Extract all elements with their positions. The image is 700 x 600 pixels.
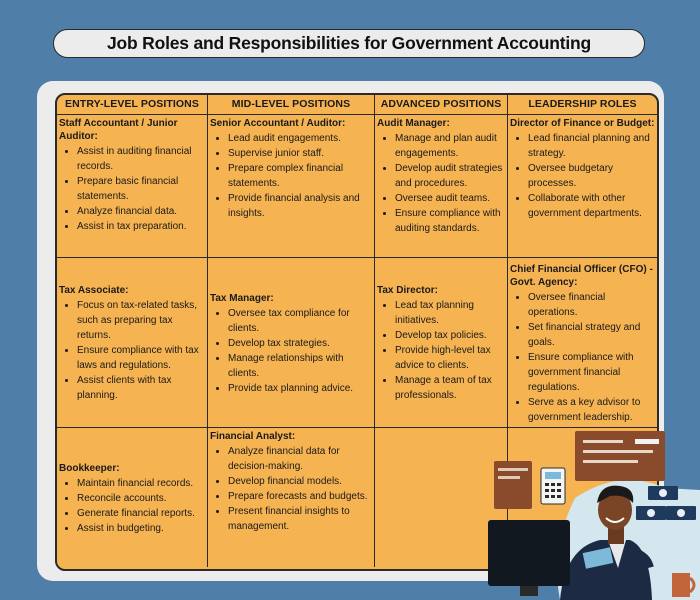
responsibility-item: • Reconcile accounts. <box>77 491 205 506</box>
responsibility-list <box>59 144 205 234</box>
header-entry-level: ENTRY-LEVEL POSITIONS <box>57 95 208 115</box>
responsibility-item: • Analyze financial data for decision-making. <box>228 444 372 474</box>
responsibility-item: • Ensure compliance with tax laws and regulations. <box>77 343 205 373</box>
cell-leadership-row-2 <box>508 258 657 428</box>
responsibility-item: • Present financial insights to management. <box>228 504 372 534</box>
header-advanced: ADVANCED POSITIONS <box>375 95 508 115</box>
responsibility-list <box>377 298 505 403</box>
responsibility-item: • Provide tax planning advice. <box>228 381 372 396</box>
cell-mid-level-row-1 <box>208 115 375 258</box>
cell-advanced-row-1 <box>375 115 508 258</box>
responsibility-item: • Ensure compliance with government financial regulations. <box>528 350 655 395</box>
responsibility-item: • Ensure compliance with auditing standards. <box>395 206 505 236</box>
responsibility-list <box>210 131 372 221</box>
responsibility-item: • Manage relationships with clients. <box>228 351 372 381</box>
role-title: Staff Accountant / Junior Auditor: <box>59 118 178 142</box>
responsibility-list <box>59 298 205 403</box>
role-title: Senior Accountant / Auditor: <box>210 118 346 129</box>
role-title: Audit Manager: <box>377 118 450 129</box>
responsibility-item: • Prepare basic financial statements. <box>77 174 205 204</box>
cell-content <box>210 117 372 221</box>
responsibility-item: • Develop tax strategies. <box>228 336 372 351</box>
responsibility-item: • Provide high-level tax advice to clients. <box>395 343 505 373</box>
role-title: Tax Associate: <box>59 285 129 296</box>
responsibility-list <box>510 131 655 221</box>
responsibility-item: • Prepare complex financial statements. <box>228 161 372 191</box>
responsibility-item: • Assist in budgeting. <box>77 521 205 536</box>
responsibility-item: • Oversee tax compliance for clients. <box>228 306 372 336</box>
page-title: Job Roles and Responsibilities for Government Accounting <box>53 29 645 58</box>
cell-entry-level-row-2 <box>57 258 208 428</box>
responsibility-item: • Develop audit strategies and procedures. <box>395 161 505 191</box>
responsibility-item: • Develop tax policies. <box>395 328 505 343</box>
responsibility-list <box>210 306 372 396</box>
cell-content <box>59 117 205 234</box>
responsibility-list <box>377 131 505 236</box>
responsibility-item: • Oversee budgetary processes. <box>528 161 655 191</box>
responsibility-item: • Lead audit engagements. <box>228 131 372 146</box>
responsibility-item: • Assist in auditing financial records. <box>77 144 205 174</box>
responsibility-item: • Lead financial planning and strategy. <box>528 131 655 161</box>
responsibility-item: • Collaborate with other government departments. <box>528 191 655 221</box>
role-title: Chief Financial Officer (CFO) - Govt. Agency: <box>510 263 653 288</box>
responsibility-item: • Maintain financial records. <box>77 476 205 491</box>
responsibility-item: • Assist in tax preparation. <box>77 219 205 234</box>
header-leadership: LEADERSHIP ROLES <box>508 95 657 115</box>
responsibility-list <box>210 444 372 534</box>
responsibility-list <box>59 476 205 536</box>
role-title: Tax Director: <box>377 285 438 296</box>
responsibility-item: • Provide financial analysis and insights. <box>228 191 372 221</box>
accountant-illustration <box>480 428 700 600</box>
cell-mid-level-row-2 <box>208 258 375 428</box>
responsibility-item: • Set financial strategy and goals. <box>528 320 655 350</box>
role-title: Bookkeeper: <box>59 462 120 474</box>
cell-content <box>510 117 655 221</box>
responsibility-list <box>510 290 655 425</box>
cell-entry-level-row-3 <box>57 428 208 567</box>
cell-content <box>210 292 372 396</box>
responsibility-item: • Analyze financial data. <box>77 204 205 219</box>
cell-mid-level-row-3 <box>208 428 375 567</box>
cell-content <box>210 430 372 534</box>
cell-content <box>59 462 205 536</box>
responsibility-item: • Manage a team of tax professionals. <box>395 373 505 403</box>
cell-content <box>377 117 505 236</box>
header-mid-level: MID-LEVEL POSITIONS <box>208 95 375 115</box>
cell-content <box>510 263 655 425</box>
responsibility-item: • Oversee audit teams. <box>395 191 505 206</box>
cell-leadership-row-1 <box>508 115 657 258</box>
responsibility-item: • Manage and plan audit engagements. <box>395 131 505 161</box>
responsibility-item: • Serve as a key advisor to government leadership. <box>528 395 655 425</box>
responsibility-item: • Focus on tax-related tasks, such as preparing tax returns. <box>77 298 205 343</box>
responsibility-item: • Oversee financial operations. <box>528 290 655 320</box>
role-title: Director of Finance or Budget: <box>510 118 655 129</box>
monitor-icon <box>488 520 570 596</box>
responsibility-item: • Prepare forecasts and budgets. <box>228 489 372 504</box>
cell-advanced-row-2 <box>375 258 508 428</box>
cell-content <box>377 284 505 403</box>
responsibility-item: • Develop financial models. <box>228 474 372 489</box>
responsibility-item: • Supervise junior staff. <box>228 146 372 161</box>
info-card <box>575 431 665 481</box>
responsibility-item: • Generate financial reports. <box>77 506 205 521</box>
responsibility-item: • Assist clients with tax planning. <box>77 373 205 403</box>
cell-content <box>59 284 205 403</box>
role-title: Tax Manager: <box>210 292 274 304</box>
cell-entry-level-row-1 <box>57 115 208 258</box>
role-title: Financial Analyst: <box>210 431 296 442</box>
responsibility-item: • Lead tax planning initiatives. <box>395 298 505 328</box>
